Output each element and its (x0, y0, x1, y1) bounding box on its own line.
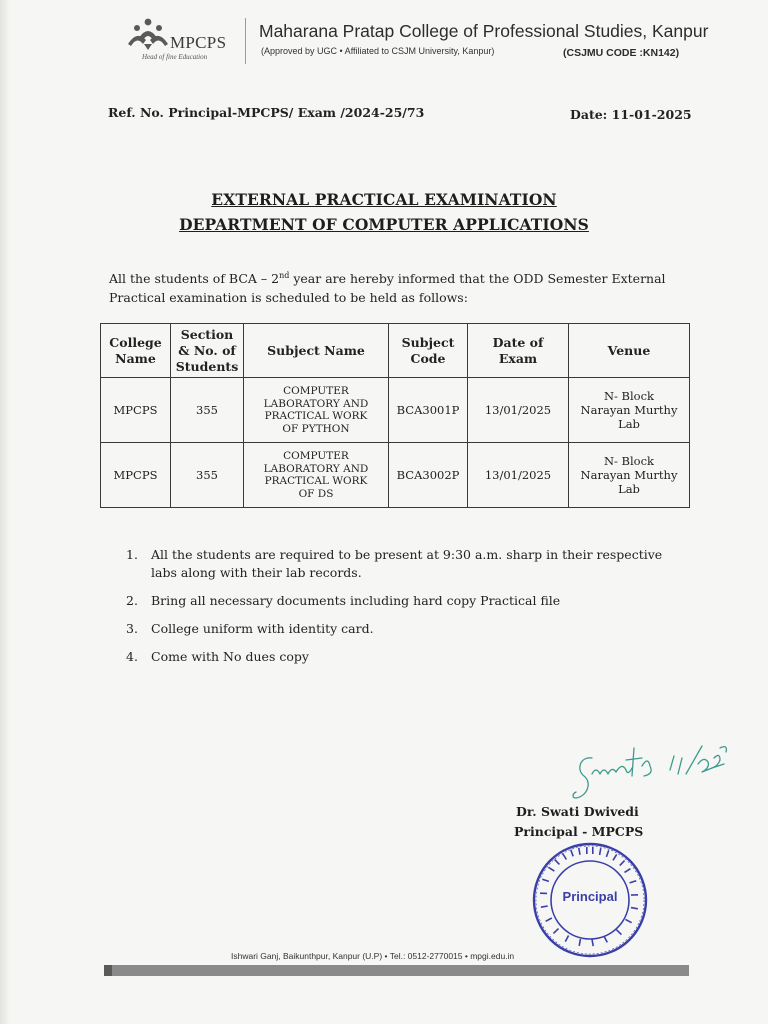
list-item (126, 546, 686, 582)
list-text: Come with No dues copy (151, 649, 309, 664)
cell-exam-date: 13/01/2025 (468, 378, 569, 443)
list-text: College uniform with identity card. (151, 621, 374, 636)
header-subject-name: Subject Name (244, 324, 389, 378)
list-number: 3. (126, 621, 138, 636)
cell-exam-date: 13/01/2025 (468, 443, 569, 508)
handwritten-signature-icon (570, 718, 730, 810)
header-section: Section & No. of Students (171, 324, 244, 378)
notice-date: Date: 11-01-2025 (570, 107, 692, 122)
cell-subject-code: BCA3002P (389, 443, 468, 508)
list-number: 1. (126, 547, 138, 562)
college-logo (124, 14, 242, 70)
cell-college: MPCPS (101, 378, 171, 443)
list-number: 4. (126, 649, 138, 664)
cell-subject: COMPUTER LABORATORY AND PRACTICAL WORK OF DS (244, 443, 389, 508)
department-title: DEPARTMENT OF COMPUTER APPLICATIONS (179, 215, 589, 234)
cell-venue: N- Block Narayan Murthy Lab (569, 443, 690, 508)
header-date-of-exam: Date of Exam (468, 324, 569, 378)
table-header-row (101, 324, 690, 378)
cell-section: 355 (171, 443, 244, 508)
logo-wordmark: MPCPS (170, 33, 227, 52)
list-number: 2. (126, 593, 138, 608)
cell-venue: N- Block Narayan Murthy Lab (569, 378, 690, 443)
intro-text-end: year are hereby informed that the ODD Semester External Practical examination is scheduled to be held as follows: (109, 271, 666, 306)
table-row (101, 443, 690, 508)
table-row (101, 378, 690, 443)
footer-bar (104, 965, 689, 976)
header-college-name: College Name (101, 324, 171, 378)
signatory-name: Dr. Swati Dwivedi (516, 804, 639, 819)
instructions-list (126, 546, 686, 676)
college-name: Maharana Pratap College of Professional Studies, Kanpur (259, 21, 709, 41)
header-venue: Venue (569, 324, 690, 378)
intro-text-start: All the students of BCA – 2 (109, 271, 280, 287)
list-item (126, 592, 686, 610)
list-item (126, 648, 686, 666)
footer-bar-accent (104, 965, 112, 976)
university-code: (CSJMU CODE :KN142) (563, 47, 680, 59)
intro-paragraph (109, 266, 699, 307)
header-subject-code: Subject Code (389, 324, 468, 378)
letterhead (124, 14, 709, 72)
logo-tagline: Head of fine Education (142, 53, 208, 61)
notice-title: EXTERNAL PRACTICAL EXAMINATION (211, 190, 557, 209)
exam-schedule-table (100, 323, 690, 508)
intro-superscript: nd (279, 271, 290, 280)
page-edge-shadow (0, 0, 10, 1024)
cell-subject: COMPUTER LABORATORY AND PRACTICAL WORK OF PYTHON (244, 378, 389, 443)
cell-college: MPCPS (101, 443, 171, 508)
cell-section: 355 (171, 378, 244, 443)
reference-number: Ref. No. Principal-MPCPS/ Exam /2024-25/73 (108, 105, 425, 120)
letterhead-divider (245, 18, 246, 64)
list-item (126, 620, 686, 638)
stamp-center-text: Principal (562, 889, 618, 904)
list-text: Bring all necessary documents including hard copy Practical file (151, 593, 561, 608)
signatory-title: Principal - MPCPS (514, 824, 644, 839)
cell-subject-code: BCA3001P (389, 378, 468, 443)
list-text: All the students are required to be present at 9:30 a.m. sharp in their respective labs along with their lab records. (151, 547, 663, 580)
approval-line: (Approved by UGC • Affiliated to CSJM University, Kanpur) (261, 46, 495, 56)
footer-address: Ishwari Ganj, Baikunthpur, Kanpur (U.P) • Tel.: 0512-2770015 • mpgi.edu.in (231, 951, 515, 961)
principal-stamp (530, 840, 650, 960)
